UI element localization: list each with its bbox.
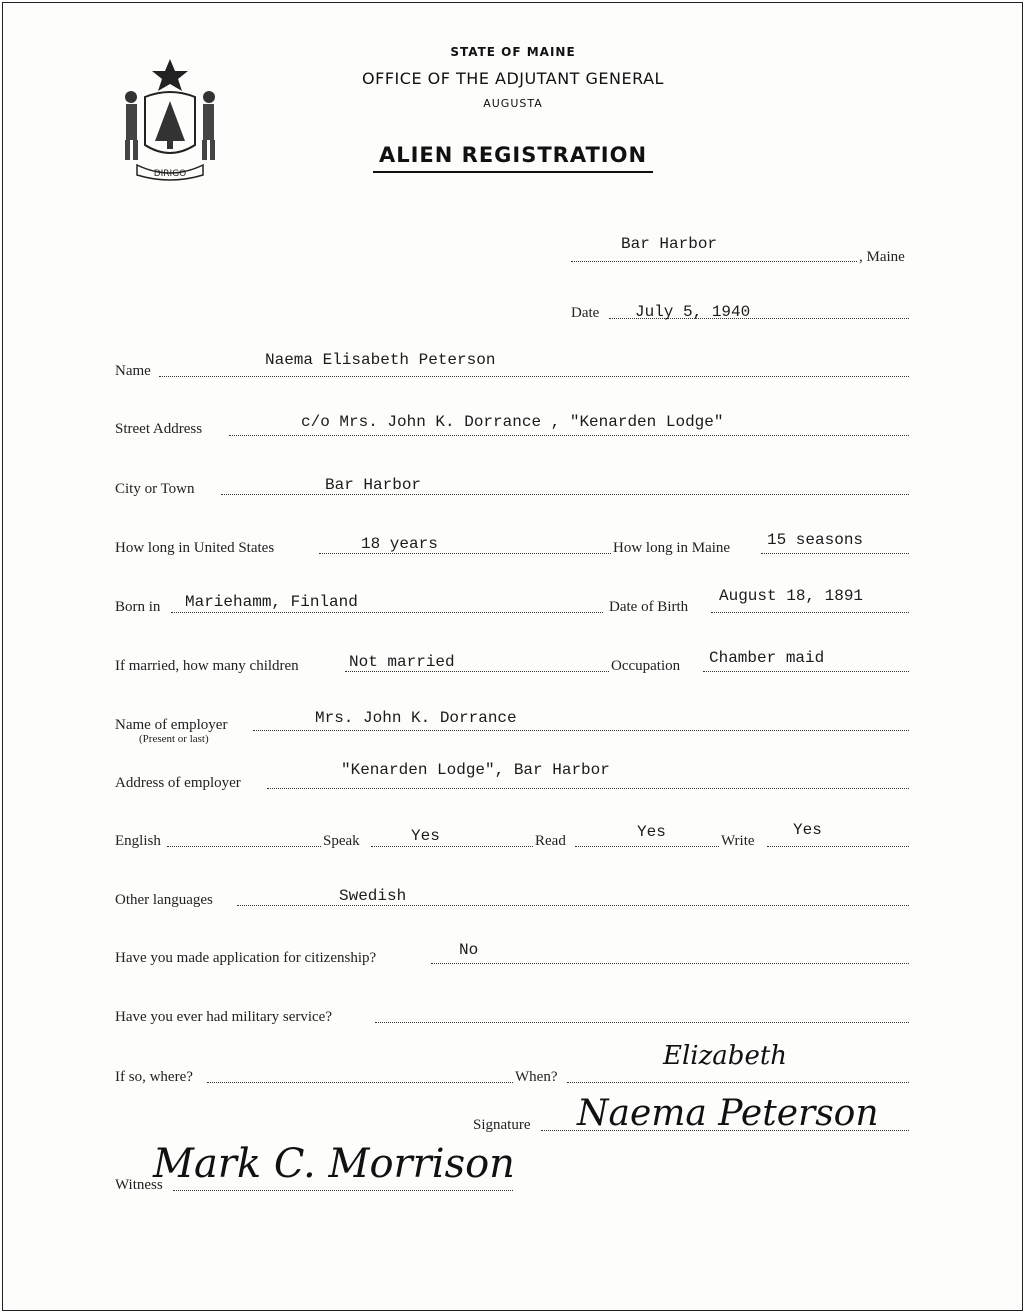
witness-label: Witness: [115, 1177, 163, 1193]
citizenship-value[interactable]: No: [459, 941, 479, 959]
born-in-label: Born in: [115, 599, 161, 615]
title-underline: [373, 171, 653, 173]
years-maine-value[interactable]: 15 seasons: [767, 531, 864, 549]
read-value[interactable]: Yes: [637, 823, 666, 841]
signature-upper-handwriting: Elizabeth: [663, 1041, 788, 1071]
years-maine-label: How long in Maine: [613, 540, 731, 556]
occupation-line: [703, 671, 909, 672]
city-value[interactable]: Bar Harbor: [325, 476, 422, 494]
location-suffix: , Maine: [859, 249, 905, 265]
name-line: [159, 376, 909, 377]
occupation-value[interactable]: Chamber maid: [709, 649, 825, 667]
signature-label: Signature: [473, 1117, 531, 1133]
employer-name-value[interactable]: Mrs. John K. Dorrance: [315, 709, 517, 727]
dob-line: [711, 612, 909, 613]
citizenship-label: Have you made application for citizenship?: [115, 950, 377, 966]
header-office: OFFICE OF THE ADJUTANT GENERAL: [362, 69, 664, 88]
name-label: Name: [115, 363, 151, 379]
read-line: [575, 846, 719, 847]
years-maine-line: [761, 553, 909, 554]
dob-value[interactable]: August 18, 1891: [719, 587, 864, 605]
years-us-value[interactable]: 18 years: [361, 535, 438, 553]
employer-name-label: Name of employer: [115, 717, 228, 733]
speak-line: [371, 846, 533, 847]
military-label: Have you ever had military service?: [115, 1009, 332, 1025]
name-value[interactable]: Naema Elisabeth Peterson: [265, 351, 496, 369]
seal-motto: DIRIGO: [153, 169, 187, 179]
english-label: English: [115, 833, 161, 849]
read-label: Read: [535, 833, 566, 849]
registration-form-page: [2, 2, 1023, 1311]
street-address-value[interactable]: c/o Mrs. John K. Dorrance , "Kenarden Lodge": [301, 413, 724, 431]
street-address-label: Street Address: [115, 421, 203, 437]
children-line: [345, 671, 609, 672]
employer-address-line: [267, 788, 909, 789]
children-label: If married, how many children: [115, 658, 299, 674]
location-value[interactable]: Bar Harbor: [621, 235, 718, 253]
city-label: City or Town: [115, 481, 195, 497]
citizenship-line: [431, 963, 909, 964]
form-title: ALIEN REGISTRATION: [378, 143, 648, 167]
date-value[interactable]: July 5, 1940: [635, 303, 751, 321]
header-city: AUGUSTA: [483, 97, 543, 110]
years-us-line: [319, 553, 611, 554]
when-line: [567, 1082, 909, 1083]
write-label: Write: [721, 833, 755, 849]
where-line: [207, 1082, 513, 1083]
when-label: When?: [515, 1069, 558, 1085]
english-line: [167, 846, 321, 847]
occupation-label: Occupation: [611, 658, 681, 674]
witness-line: [173, 1190, 513, 1191]
write-line: [767, 846, 909, 847]
born-in-value[interactable]: Mariehamm, Finland: [185, 593, 358, 611]
speak-label: Speak: [323, 833, 360, 849]
speak-value[interactable]: Yes: [411, 827, 440, 845]
employer-name-sublabel: (Present or last): [139, 733, 209, 745]
other-languages-label: Other languages: [115, 892, 213, 908]
military-line: [375, 1022, 909, 1023]
location-line: [571, 261, 857, 262]
other-languages-line: [237, 905, 909, 906]
years-us-label: How long in United States: [115, 540, 275, 556]
children-value[interactable]: Not married: [349, 653, 455, 671]
city-line: [221, 494, 909, 495]
date-label: Date: [571, 305, 600, 321]
employer-address-label: Address of employer: [115, 775, 241, 791]
write-value[interactable]: Yes: [793, 821, 822, 839]
dob-label: Date of Birth: [609, 599, 689, 615]
signature-handwriting: Naema Peterson: [577, 1093, 879, 1134]
employer-name-line: [253, 730, 909, 731]
witness-handwriting: Mark C. Morrison: [153, 1141, 515, 1187]
where-label: If so, where?: [115, 1069, 193, 1085]
header-state: STATE OF MAINE: [450, 45, 576, 59]
employer-address-value[interactable]: "Kenarden Lodge", Bar Harbor: [341, 761, 610, 779]
street-address-line: [229, 435, 909, 436]
other-languages-value[interactable]: Swedish: [339, 887, 407, 905]
born-in-line: [171, 612, 603, 613]
